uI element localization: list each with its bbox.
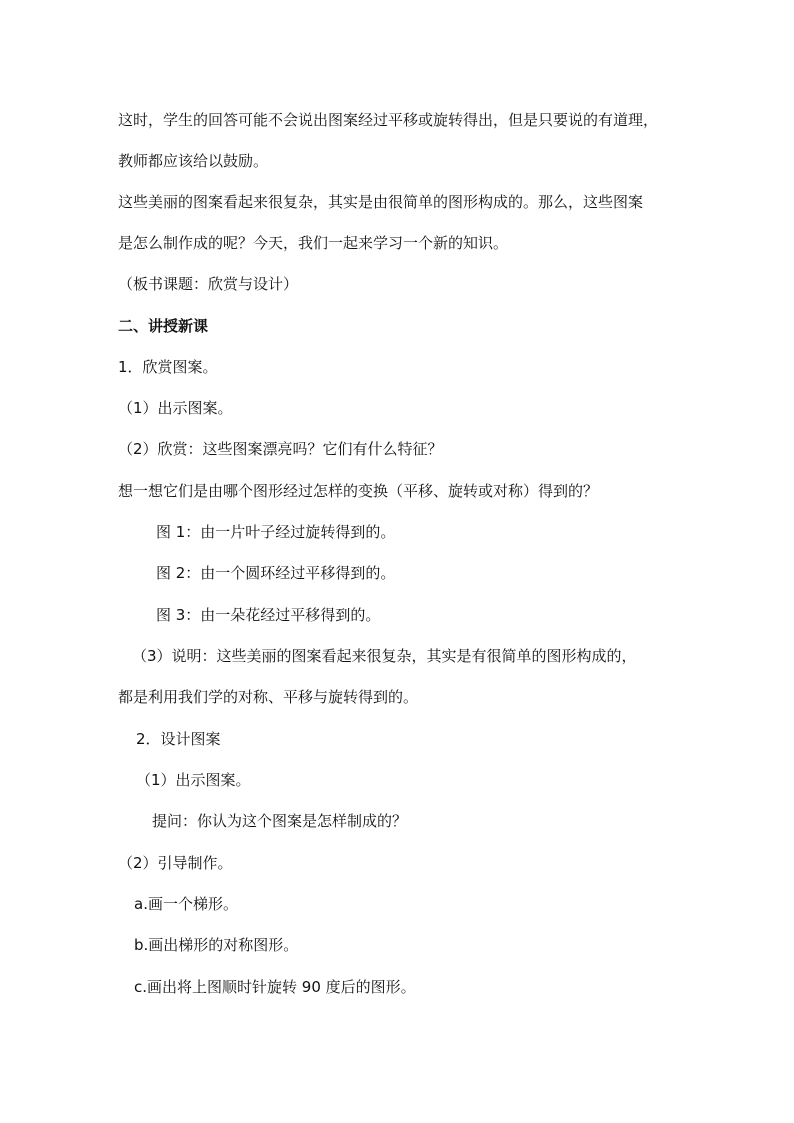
paragraph-line: （3）说明：这些美丽的图案看起来很复杂，其实是有很简单的图形构成的，	[132, 647, 637, 665]
paragraph-line: （1）出示图案。	[136, 771, 251, 789]
paragraph-line: 图 1：由一片叶子经过旋转得到的。	[156, 523, 396, 541]
paragraph-line: 2．设计图案	[136, 730, 221, 748]
paragraph-line: （2）欣赏：这些图案漂亮吗？它们有什么特征？	[118, 440, 443, 458]
paragraph-line: 教师都应该给以鼓励。	[118, 152, 269, 170]
paragraph-line: a.画一个梯形。	[134, 895, 238, 913]
section-heading: 二、讲授新课	[118, 317, 209, 335]
paragraph-line: b.画出梯形的对称图形。	[134, 936, 299, 954]
paragraph-line: 这些美丽的图案看起来很复杂，其实是由很简单的图形构成的。那么，这些图案	[118, 193, 644, 211]
paragraph-line: 提问：你认为这个图案是怎样制成的？	[152, 812, 408, 830]
paragraph-line: 图 3：由一朵花经过平移得到的。	[156, 606, 381, 624]
paragraph-line: 1．欣赏图案。	[118, 358, 218, 376]
paragraph-line: 想一想它们是由哪个图形经过怎样的变换（平移、旋转或对称）得到的？	[118, 482, 599, 500]
paragraph-line: 都是利用我们学的对称、平移与旋转得到的。	[118, 688, 419, 706]
paragraph-line: 是怎么制作成的呢？今天，我们一起来学习一个新的知识。	[118, 234, 509, 252]
paragraph-line: 这时，学生的回答可能不会说出图案经过平移或旋转得出，但是只要说的有道理，	[118, 111, 659, 129]
paragraph-line: 图 2：由一个圆环经过平移得到的。	[156, 564, 396, 582]
paragraph-line: （板书课题：欣赏与设计）	[118, 275, 299, 293]
paragraph-line: （1）出示图案。	[118, 399, 233, 417]
paragraph-line: （2）引导制作。	[118, 854, 233, 872]
paragraph-line: c.画出将上图顺时针旋转 90 度后的图形。	[134, 978, 416, 996]
